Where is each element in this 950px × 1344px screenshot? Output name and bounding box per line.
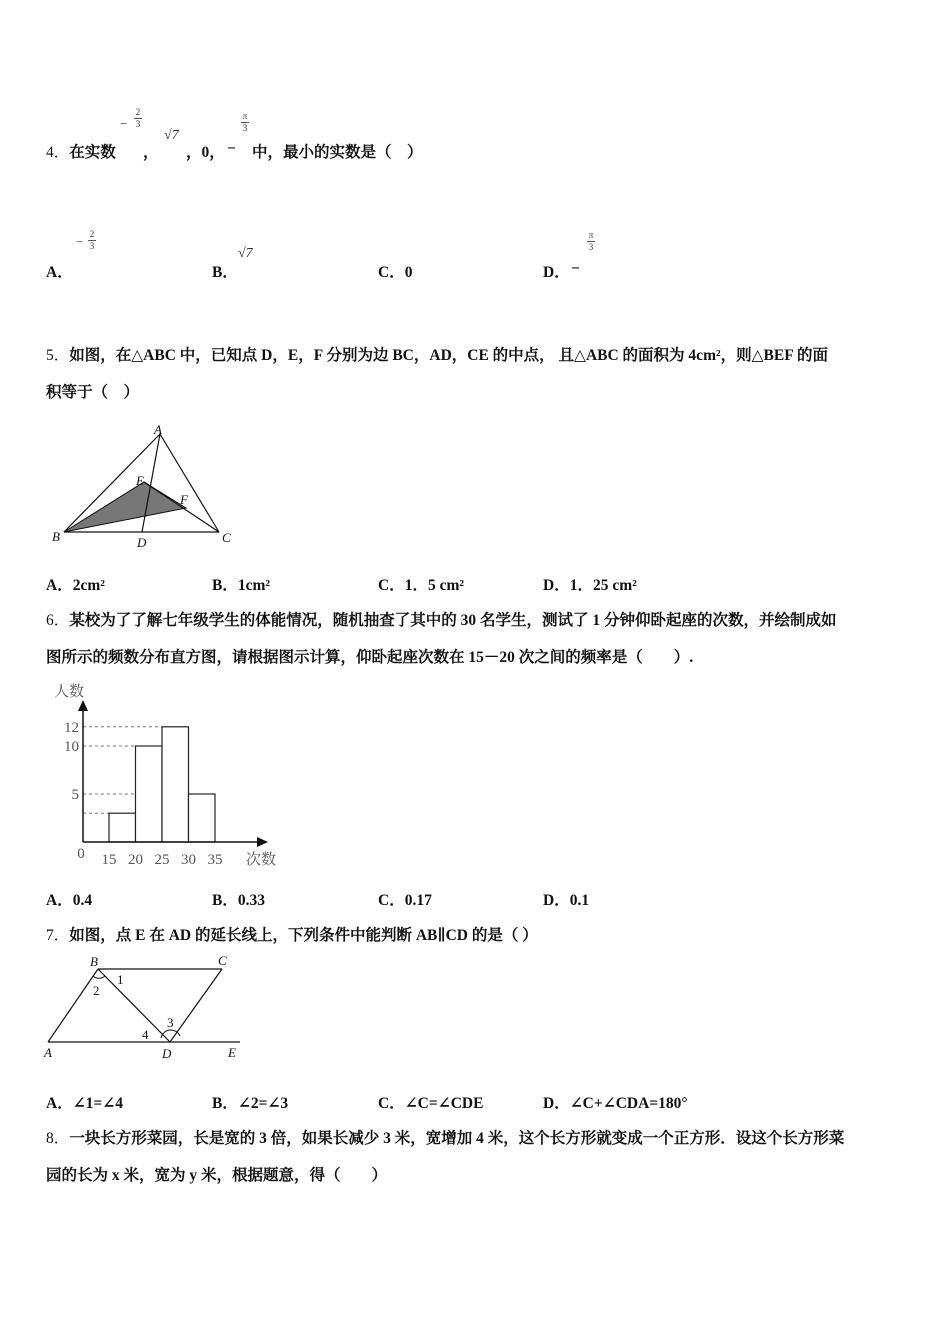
histogram-x-tick-20: 20 <box>128 852 143 868</box>
q5-triangle-figure <box>46 420 246 550</box>
q4-option-d-sign: − <box>571 260 580 277</box>
q4-frac-pi-den: 3 <box>242 123 248 133</box>
q5-label-f: F <box>180 492 188 507</box>
q4-text-after: 中，最小的实数是（ ） <box>252 144 423 161</box>
q5-option-b: B．1cm² <box>212 577 271 594</box>
q4-option-a-label: A． <box>46 264 73 281</box>
q4-option-d-label: D． <box>543 264 570 281</box>
q8-line1 <box>46 1126 844 1148</box>
q4-number: 4． <box>46 144 70 161</box>
q6-option-d: D．0.1 <box>543 892 590 909</box>
histogram-y-tick-12: 12 <box>64 719 79 736</box>
q4-option-a-num: 2 <box>89 229 95 239</box>
q5-line2: 积等于（ ） <box>46 384 140 401</box>
q4-frac-pi <box>241 112 249 133</box>
q4-option-d-num: π <box>588 230 594 240</box>
q4-option-b-label: B． <box>212 264 238 281</box>
histogram-bar-25-30 <box>162 727 189 842</box>
q4-option-d-frac <box>587 231 595 252</box>
q6-option-b: B．0.33 <box>212 892 265 909</box>
q5-line1-text: 如图，在△ABC 中，已知点 D，E，F 分别为边 BC，AD，CE 的中点， 且△ABC 的面积为 4cm²，则△BEF 的面 <box>69 347 828 364</box>
q7-label-e: E <box>228 1045 236 1060</box>
q4-option-d-den: 3 <box>588 242 594 252</box>
q8-line2: 园的长为 x 米，宽为 y 米，根据题意，得（ ） <box>46 1167 388 1184</box>
histogram-y-tick-5: 5 <box>71 787 79 803</box>
q7-option-d: D．∠C+∠CDA=180° <box>543 1095 688 1112</box>
q7-angle-arc-b <box>93 976 105 978</box>
q5-option-c: C．1．5 cm² <box>378 577 465 594</box>
histogram-y-axis-arrow <box>78 700 88 711</box>
q7-label-b: B <box>90 954 98 969</box>
q5-label-e: E <box>136 473 144 488</box>
q4-frac1-num: 2 <box>135 107 141 117</box>
histogram-y-tick-10: 10 <box>64 739 79 755</box>
q5-label-d: D <box>137 535 147 550</box>
q7-number: 7． <box>46 927 70 944</box>
q7-parallelogram-figure <box>40 950 250 1065</box>
q7-line-cd <box>170 969 222 1042</box>
q5-number: 5． <box>46 347 70 364</box>
histogram-x-tick-25: 25 <box>154 852 170 868</box>
q4-sep1: ， <box>143 144 159 161</box>
histogram-x-tick-30: 30 <box>181 852 196 868</box>
q7-label-d: D <box>162 1046 172 1061</box>
q5-side-ac <box>160 434 219 532</box>
q7-text: 如图，点 E 在 AD 的延长线上，下列条件中能判断 AB∥CD 的是（ ） <box>69 927 538 944</box>
q4-text-mid: ，0， <box>186 144 225 161</box>
q5-option-a: A．2cm² <box>46 577 105 594</box>
q8-number: 8． <box>46 1130 70 1147</box>
histogram-bar-20-25 <box>136 746 163 842</box>
histogram-x-tick-0: 0 <box>77 846 85 862</box>
q7-option-a: A．∠1=∠4 <box>46 1095 124 1112</box>
q4-option-c-label: C． <box>378 264 405 281</box>
histogram-bar-15-20 <box>109 813 136 842</box>
q4-option-c-value: 0 <box>404 264 413 281</box>
q4-neg: − <box>227 140 236 157</box>
q7-line-bd <box>98 969 170 1042</box>
histogram-x-axis-arrow <box>257 837 268 847</box>
q4-frac-pi-num: π <box>242 111 248 121</box>
q7-angle-1-label: 1 <box>117 972 124 987</box>
q7-option-c: C．∠C=∠CDE <box>378 1095 484 1112</box>
q6-line1 <box>46 608 837 630</box>
q5-shaded-triangle-bef <box>64 482 186 532</box>
q7-angle-3-label: 3 <box>167 1015 174 1030</box>
q7-angle-4-label: 4 <box>142 1027 149 1042</box>
q4-sqrt7: √7 <box>164 128 179 143</box>
q5-label-c: C <box>222 530 231 545</box>
q4-frac1-sign: − <box>120 116 128 131</box>
q6-line2: 图所示的频数分布直方图，请根据图示计算，仰卧起座次数在 15－20 次之间的频率是（ ）. <box>46 649 694 666</box>
histogram-x-axis-label: 次数 <box>246 852 277 868</box>
q5-option-d: D．1．25 cm² <box>543 577 637 594</box>
q4-option-c <box>378 260 412 282</box>
histogram-bar-30-35 <box>189 794 216 842</box>
q5-label-b: B <box>52 529 60 544</box>
q6-histogram <box>46 676 296 872</box>
q6-option-a: A．0.4 <box>46 892 93 909</box>
q4-option-a-den: 3 <box>89 241 95 251</box>
histogram-x-tick-35: 35 <box>207 852 223 868</box>
q4-text-before: 在实数 <box>69 144 116 161</box>
q6-option-c: C．0.17 <box>378 892 432 909</box>
q7-line-ab <box>48 969 98 1042</box>
q4-frac1 <box>134 108 142 129</box>
q5-label-a: A <box>154 422 162 437</box>
q4-option-a-frac <box>88 230 96 251</box>
q4-stem <box>46 140 116 162</box>
histogram-x-tick-15: 15 <box>101 852 117 868</box>
q7-label-c: C <box>218 953 227 968</box>
q7-label-a: A <box>44 1045 52 1060</box>
q4-frac1-den: 3 <box>135 119 141 129</box>
q4-option-b-value: √7 <box>238 246 253 261</box>
q7-angle-2-label: 2 <box>93 983 100 998</box>
histogram-y-axis-label: 人数 <box>54 684 85 700</box>
q7-stem <box>46 923 538 945</box>
q6-line1-text: 某校为了了解七年级学生的体能情况，随机抽查了其中的 30 名学生，测试了 1 分钟仰卧起座的次数，并绘制成如 <box>69 612 837 629</box>
q8-line1-text: 一块长方形菜园，长是宽的 3 倍，如果长减少 3 米，宽增加 4 米，这个长方形就变成一个正方形．设这个长方形菜 <box>69 1130 845 1147</box>
q6-number: 6． <box>46 612 70 629</box>
q4-option-a-sign: − <box>76 234 84 249</box>
q7-option-b: B．∠2=∠3 <box>212 1095 289 1112</box>
q5-line1 <box>46 343 828 365</box>
